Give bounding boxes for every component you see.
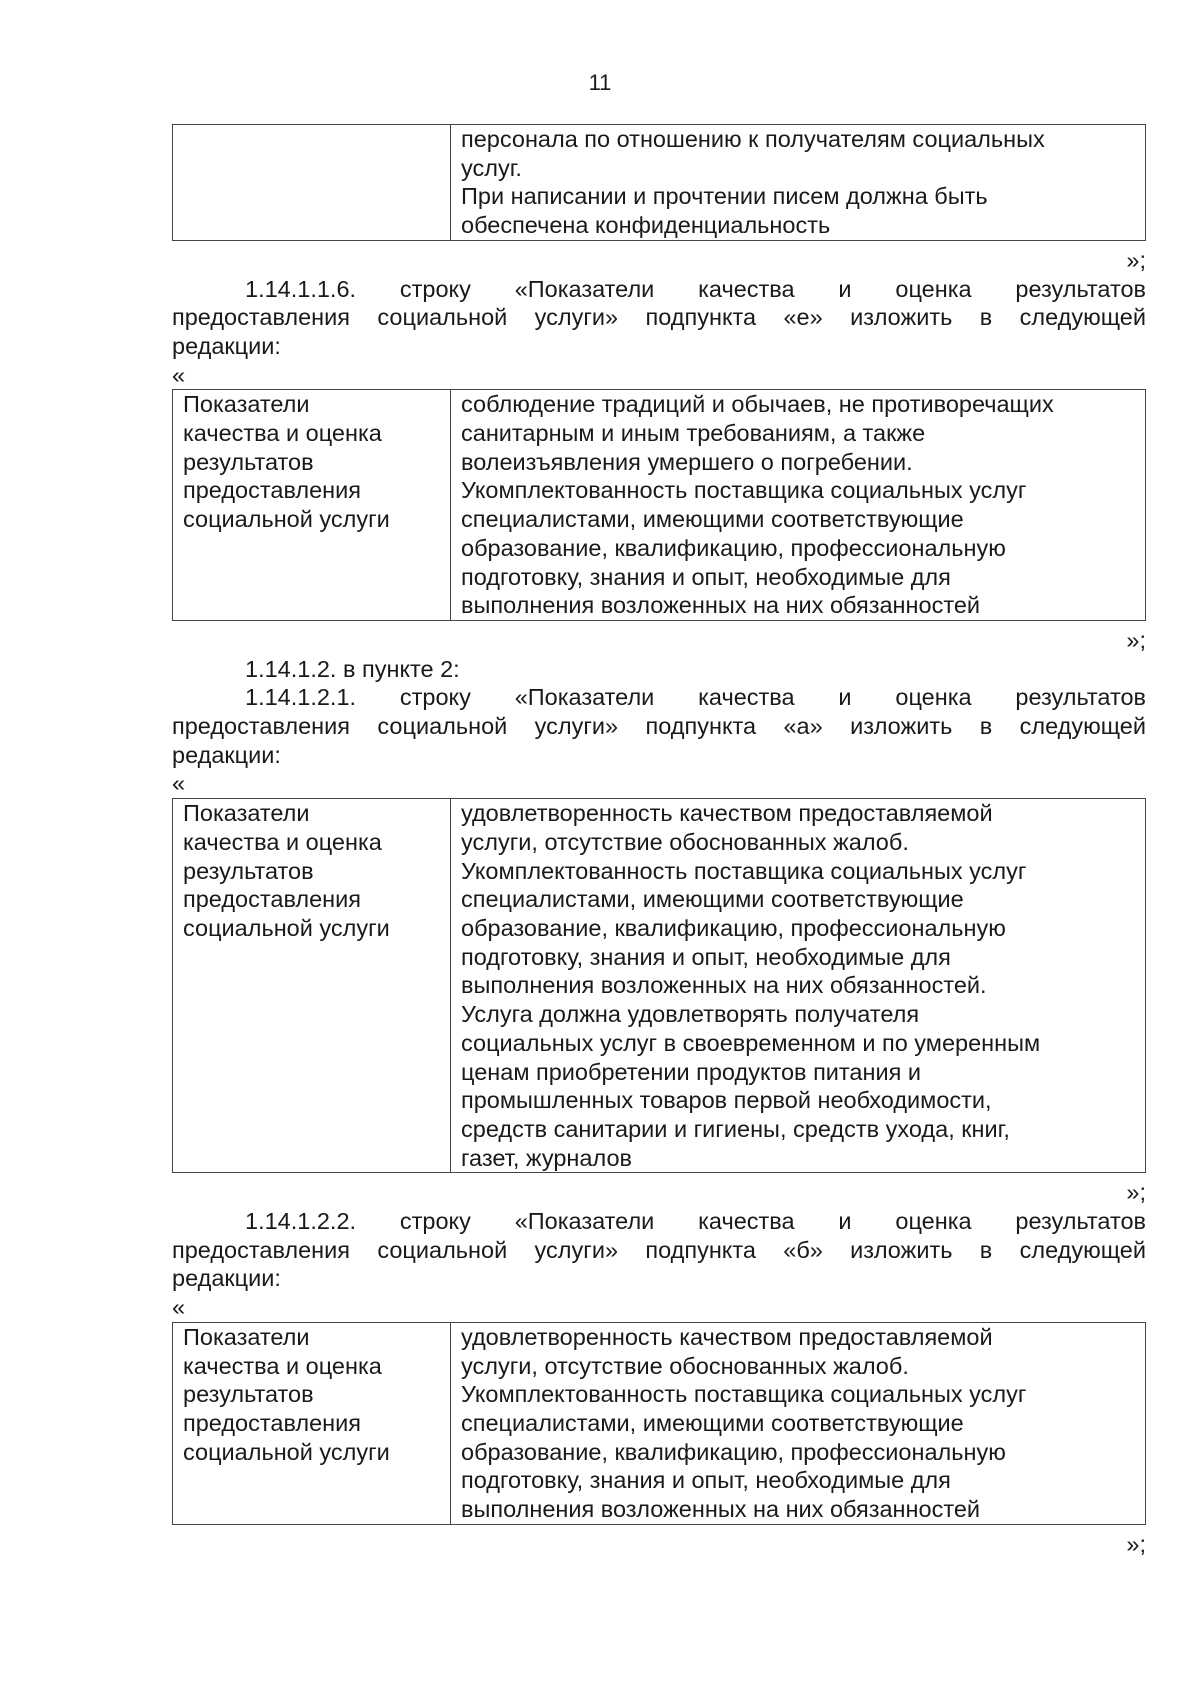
table-cell-right — [451, 125, 1146, 241]
page-number: 11 — [588, 70, 612, 95]
table-cell-right — [451, 799, 1146, 1173]
cell-line: ценам приобретении продуктов питания и — [461, 1058, 921, 1085]
quality-indicators-table-e — [172, 389, 1146, 621]
quality-indicators-table-b — [172, 1322, 1146, 1525]
quality-indicators-table-a — [172, 798, 1146, 1173]
table-row — [173, 799, 1146, 1173]
paragraph-line: предоставления социальной услуги» подпункта «б» изложить в следующей — [172, 1236, 1146, 1263]
table-row — [173, 125, 1146, 241]
cell-line: подготовку, знания и опыт, необходимые для — [461, 943, 951, 970]
document-body — [172, 124, 1146, 1558]
cell-line: образование, квалификацию, профессиональную — [461, 534, 1006, 561]
paragraph-line: 1.14.1.1.6. строку «Показатели качества и оценка результатов — [245, 275, 1146, 302]
cell-line: обеспечена конфиденциальность — [461, 212, 831, 239]
cell-line: образование, квалификацию, профессиональную — [461, 1438, 1006, 1465]
paragraph-1-14-1-2-1 — [172, 683, 1146, 769]
table-cell-left — [173, 125, 451, 241]
opening-quote: « — [172, 361, 186, 388]
cell-line: услуг. — [461, 154, 522, 181]
table-cell-right — [451, 1322, 1146, 1524]
cell-line: образование, квалификацию, профессиональную — [461, 914, 1006, 941]
paragraph-1-14-1-2-2 — [172, 1207, 1146, 1293]
cell-line: промышленных товаров первой необходимости, — [461, 1087, 992, 1114]
paragraph-line: 1.14.1.2.1. строку «Показатели качества и оценка результатов — [245, 684, 1146, 711]
cell-line: Укомплектованность поставщика социальных услуг — [461, 857, 1027, 884]
cell-line: Показатели — [183, 1323, 310, 1350]
cell-line: Укомплектованность поставщика социальных услуг — [461, 1381, 1027, 1408]
paragraph-1-14-1-2 — [172, 655, 1146, 684]
cell-line: социальных услуг в своевременном и по умеренным — [461, 1029, 1041, 1056]
paragraph-line: предоставления социальной услуги» подпункта «е» изложить в следующей — [172, 304, 1146, 331]
cell-line: соблюдение традиций и обычаев, не противоречащих — [461, 391, 1054, 418]
cell-line: Показатели — [183, 391, 310, 418]
cell-line: специалистами, имеющими соответствующие — [461, 1409, 964, 1436]
cell-line: услуги, отсутствие обоснованных жалоб. — [461, 1352, 909, 1379]
cell-line: средств санитарии и гигиены, средств ухода, книг, — [461, 1115, 1010, 1142]
paragraph-line: редакции: — [172, 332, 281, 359]
paragraph-line: 1.14.1.2.2. строку «Показатели качества и оценка результатов — [245, 1208, 1146, 1235]
cell-line: удовлетворенность качеством предоставляемой — [461, 800, 993, 827]
cell-line: услуги, отсутствие обоснованных жалоб. — [461, 828, 909, 855]
table-cell-left — [173, 390, 451, 621]
closing-quote: »; — [1126, 1179, 1146, 1206]
cell-line: При написании и прочтении писем должна быть — [461, 183, 988, 210]
table-cell-left — [173, 1322, 451, 1524]
cell-line: волеизъявления умершего о погребении. — [461, 448, 913, 475]
paragraph-line: 1.14.1.2. в пункте 2: — [245, 655, 460, 682]
cell-line: удовлетворенность качеством предоставляемой — [461, 1323, 993, 1350]
paragraph-1-14-1-1-6 — [172, 275, 1146, 361]
cell-line: Укомплектованность поставщика социальных услуг — [461, 477, 1027, 504]
cell-line: выполнения возложенных на них обязанностей — [461, 592, 981, 619]
table-cell-left — [173, 799, 451, 1173]
cell-line: подготовку, знания и опыт, необходимые для — [461, 563, 951, 590]
cell-line: выполнения возложенных на них обязанностей — [461, 1496, 981, 1523]
cell-line: предоставления — [183, 886, 362, 913]
paragraph-line: редакции: — [172, 1265, 281, 1292]
cell-line: подготовку, знания и опыт, необходимые для — [461, 1467, 951, 1494]
cell-line: санитарным и иным требованиям, а также — [461, 420, 926, 447]
continuation-table — [172, 124, 1146, 241]
cell-line: персонала по отношению к получателям социальных — [461, 126, 1045, 152]
table-cell-right — [451, 390, 1146, 621]
cell-line: качества и оценка — [183, 828, 382, 855]
cell-line: качества и оценка — [183, 1352, 382, 1379]
cell-line: социальной услуги — [183, 1438, 390, 1465]
cell-line: специалистами, имеющими соответствующие — [461, 886, 964, 913]
cell-line: выполнения возложенных на них обязанностей. — [461, 972, 987, 999]
closing-quote: »; — [1126, 1530, 1146, 1557]
cell-line: социальной услуги — [183, 506, 390, 533]
cell-line: специалистами, имеющими соответствующие — [461, 506, 964, 533]
cell-line: Показатели — [183, 800, 310, 827]
cell-line: предоставления — [183, 477, 362, 504]
closing-quote: »; — [1126, 246, 1146, 273]
cell-line: результатов — [183, 857, 314, 884]
cell-line: результатов — [183, 448, 314, 475]
paragraph-line: редакции: — [172, 741, 281, 768]
opening-quote: « — [172, 770, 186, 797]
paragraph-line: предоставления социальной услуги» подпункта «а» изложить в следующей — [172, 713, 1146, 740]
cell-line: результатов — [183, 1381, 314, 1408]
table-row — [173, 390, 1146, 621]
opening-quote: « — [172, 1294, 186, 1321]
cell-line: Услуга должна удовлетворять получателя — [461, 1001, 920, 1028]
table-row — [173, 1322, 1146, 1524]
cell-line: качества и оценка — [183, 420, 382, 447]
cell-line: предоставления — [183, 1409, 362, 1436]
closing-quote: »; — [1126, 626, 1146, 653]
cell-line: социальной услуги — [183, 914, 390, 941]
cell-line: газет, журналов — [461, 1144, 632, 1171]
